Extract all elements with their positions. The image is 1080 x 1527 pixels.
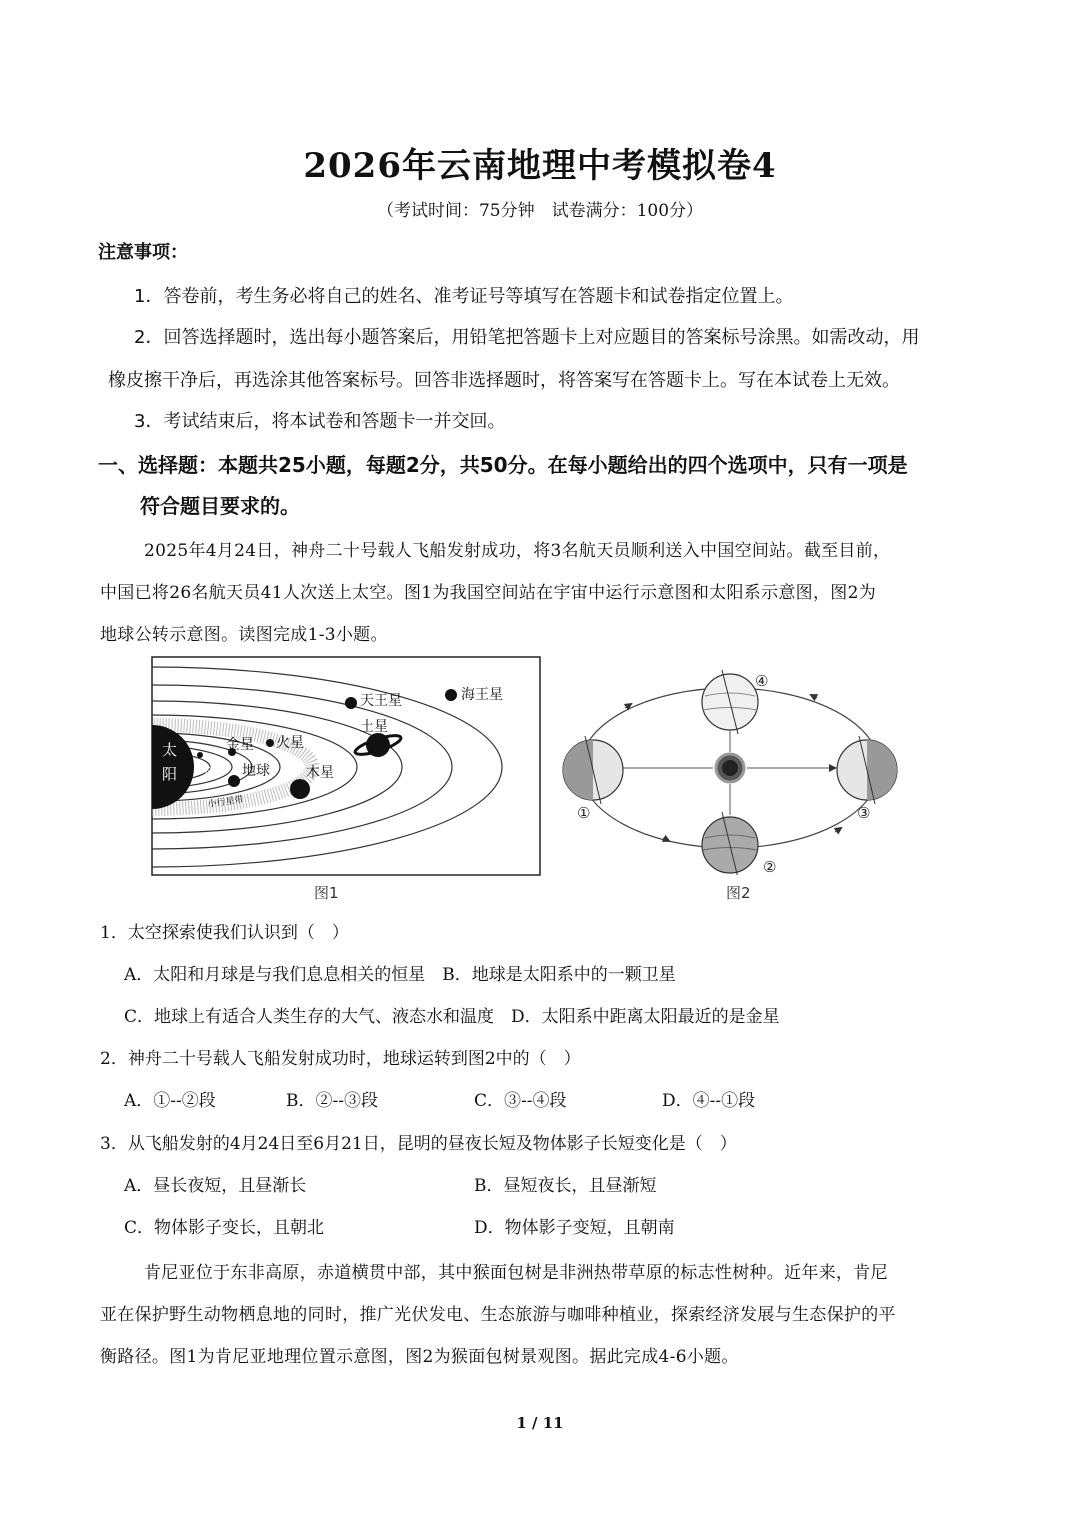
neptune-mark	[445, 689, 457, 701]
question-2-stem: 2．神舟二十号载人飞船发射成功时，地球运转到图2中的（ ）	[100, 1049, 581, 1069]
question-3-option-c: C．物体影子变长，且朝北	[124, 1218, 325, 1238]
question-2-option-a: A．①--②段	[124, 1091, 216, 1111]
sun-label-1: 太	[162, 741, 178, 759]
question-2-option-c: C．③--④段	[474, 1091, 567, 1111]
passage2-line1: 肯尼亚位于东非高原，赤道横贯中部，其中猴面包树是非洲热带草原的标志性树种。近年来，肯尼	[144, 1263, 888, 1283]
question-1-stem: 1．太空探索使我们认识到（ ）	[100, 923, 349, 943]
solar-system-diagram	[150, 655, 542, 879]
section-heading-line1: 一、选择题：本题共25小题，每题2分，共50分。在每小题给出的四个选项中，只有一项是	[98, 453, 908, 477]
passage2-line3: 衡路径。图1为肯尼亚地理位置示意图，图2为猴面包树景观图。据此完成4-6小题。	[100, 1347, 739, 1367]
sun-label-2: 阳	[162, 765, 178, 783]
mars-mark	[266, 739, 274, 747]
earth-revolution-diagram	[555, 660, 910, 875]
notice-heading: 注意事项：	[98, 242, 188, 263]
mars-label: 火星	[276, 735, 304, 751]
earth-position-2	[702, 812, 758, 875]
notice-item-2: 2．回答选择题时，选出每小题答案后，用铅笔把答题卡上对应题目的答案标号涂黑。如需改动，用	[134, 327, 920, 348]
question-1-options-line2: C．地球上有适合人类生存的大气、液态水和温度 D．太阳系中距离太阳最近的是金星	[124, 1007, 780, 1027]
question-3-option-a: A．昼长夜短，且昼渐长	[124, 1176, 307, 1196]
saturn-label: 土星	[360, 719, 388, 735]
passage1-line3: 地球公转示意图。读图完成1-3小题。	[100, 625, 388, 645]
notice-item-2-cont: 橡皮擦干净后，再选涂其他答案标号。回答非选择题时，将答案写在答题卡上。写在本试卷上无效。	[108, 370, 900, 391]
jupiter-label: 木星	[306, 765, 334, 781]
passage1-line2: 中国已将26名航天员41人次送上太空。图1为我国空间站在宇宙中运行示意图和太阳系示意图，图2为	[100, 583, 876, 603]
earth-position-3	[837, 736, 897, 804]
exam-subtitle: （考试时间：75分钟 试卷满分：100分）	[376, 201, 704, 221]
earth-position-4	[702, 670, 758, 734]
position-label-4: ④	[755, 672, 769, 690]
section-heading-line2: 符合题目要求的。	[140, 494, 300, 518]
uranus-mark	[345, 697, 357, 709]
notice-item-3: 3．考试结束后，将本试卷和答题卡一并交回。	[134, 411, 506, 432]
question-2-option-b: B．②--③段	[286, 1091, 378, 1111]
question-3-stem: 3．从飞船发射的4月24日至6月21日，昆明的昼夜长短及物体影子长短变化是（ ）	[100, 1134, 737, 1154]
orbit-arrow-1	[625, 704, 631, 708]
page-number: 1 / 11	[516, 1414, 564, 1432]
position-label-3: ③	[857, 804, 871, 822]
question-2-option-d: D．④--①段	[662, 1091, 756, 1111]
figure1-caption: 图1	[314, 884, 339, 902]
mercury-mark	[197, 752, 203, 758]
asteroid-belt-label: 小行星带	[207, 795, 245, 810]
position-label-1: ①	[577, 804, 591, 822]
earth-position-1	[563, 736, 623, 804]
question-3-option-b: B．昼短夜长，且昼渐短	[474, 1176, 657, 1196]
exam-title: 2026年云南地理中考模拟卷4	[303, 146, 777, 186]
orbit-arrow-4	[811, 695, 817, 698]
question-1-options-line1: A．太阳和月球是与我们息息相关的恒星 B．地球是太阳系中的一颗卫星	[124, 965, 676, 985]
orbit-arrow-3	[835, 828, 841, 832]
mercury-label: 水星	[202, 766, 221, 776]
passage1-line1: 2025年4月24日，神舟二十号载人飞船发射成功，将3名航天员顺利送入中国空间站。截至目前，	[144, 541, 891, 561]
uranus-label: 天王星	[360, 693, 402, 709]
sun-core-mark	[722, 760, 738, 776]
earth-label: 地球	[242, 763, 270, 779]
figure2-caption: 图2	[726, 884, 751, 902]
jupiter-mark	[290, 779, 310, 799]
venus-label: 金星	[226, 737, 254, 753]
question-3-option-d: D．物体影子变短，且朝南	[474, 1218, 675, 1238]
neptune-label: 海王星	[461, 687, 503, 703]
earth-mark	[228, 775, 240, 787]
passage2-line2: 亚在保护野生动物栖息地的同时，推广光伏发电、生态旅游与咖啡种植业，探索经济发展与生态保护的平	[100, 1305, 896, 1325]
notice-item-1: 1．答卷前，考生务必将自己的姓名、准考证号等填写在答题卡和试卷指定位置上。	[134, 286, 794, 307]
position-label-2: ②	[763, 858, 777, 875]
